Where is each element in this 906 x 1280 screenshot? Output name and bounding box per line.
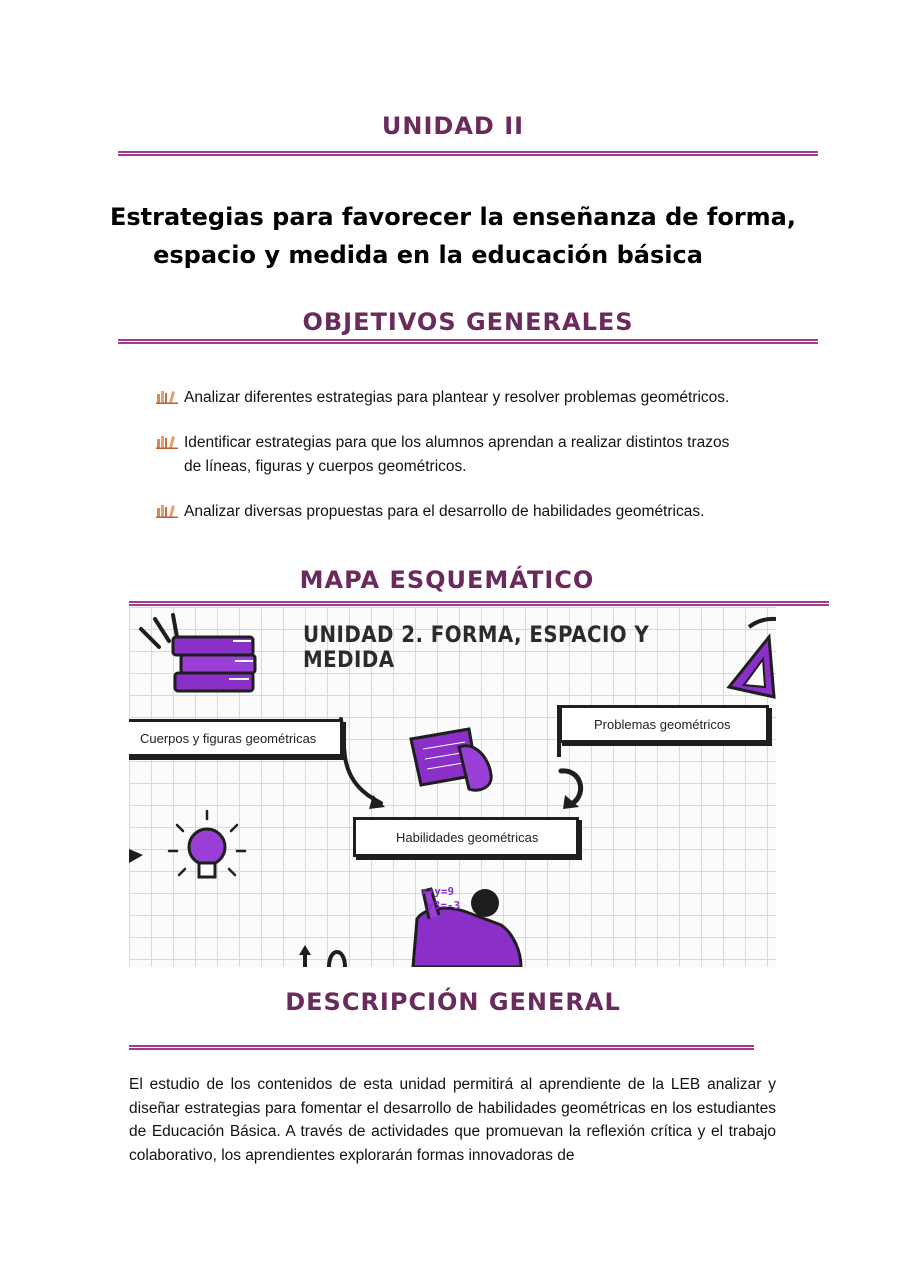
schematic-map <box>129 607 776 967</box>
objective-item <box>156 386 776 410</box>
objective-3-line1: Analizar diversas propuestas para el desarrollo de habilidades geométricas. <box>184 503 705 520</box>
description-rule <box>129 1045 754 1050</box>
objective-2-line1: Identificar estrategias para que los alumnos aprendan a realizar distintos trazos <box>184 434 730 451</box>
objective-item <box>156 431 776 479</box>
box-habilidades: Habilidades geométricas <box>353 817 579 857</box>
objectives-rule <box>118 339 818 344</box>
set-square-icon <box>729 619 776 697</box>
math-equation-1: x+y=9 <box>421 885 455 898</box>
box-problemas: Problemas geométricos <box>559 705 769 743</box>
unit-heading: UNIDAD II <box>381 112 525 140</box>
main-title-line2: espacio y medida en la educación básica <box>153 241 703 269</box>
pointer-icon <box>129 849 143 863</box>
main-title-line1: Estrategias para favorecer la enseñanza de forma, <box>109 203 796 231</box>
objective-1-line1: Analizar diferentes estrategias para plantear y resolver problemas geométricos. <box>184 389 730 406</box>
map-heading: MAPA ESQUEMÁTICO <box>299 566 595 594</box>
map-title: UNIDAD 2. FORMA, ESPACIO Y MEDIDA <box>303 623 650 673</box>
box-cuerpos-figuras: Cuerpos y figuras geométricas <box>129 719 343 757</box>
description-heading: DESCRIPCIÓN GENERAL <box>285 988 621 1016</box>
books-bullet-icon <box>156 504 178 518</box>
heading-rule <box>118 151 818 156</box>
books-bullet-icon <box>156 435 178 449</box>
main-title <box>0 198 906 274</box>
objectives-heading: OBJETIVOS GENERALES <box>302 308 634 336</box>
map-rule <box>129 601 829 606</box>
math-equation-2: y3=-3 <box>427 899 461 912</box>
books-stack-icon <box>173 637 255 691</box>
objective-2-line2: de líneas, figuras y cuerpos geométricos. <box>184 458 467 475</box>
light-bulb-icon <box>169 811 245 877</box>
curved-arrow-icon <box>561 771 581 803</box>
objective-item <box>156 500 776 524</box>
arrow-cuerpos-to-habilidades <box>341 719 381 803</box>
objectives-list <box>156 386 776 545</box>
description-text: El estudio de los contenidos de esta unidad permitirá al aprendiente de la LEB analizar y diseñar estrategias para fomentar el desarrollo de habilidades geométricas en los estudiantes de Educación Básica. A través de actividades que promuevan la reflexión crítica y el trabajo colaborativo, los aprendientes explorarán formas innovadoras de <box>129 1076 776 1164</box>
tablet-hand-icon <box>411 729 491 790</box>
books-bullet-icon <box>156 390 178 404</box>
